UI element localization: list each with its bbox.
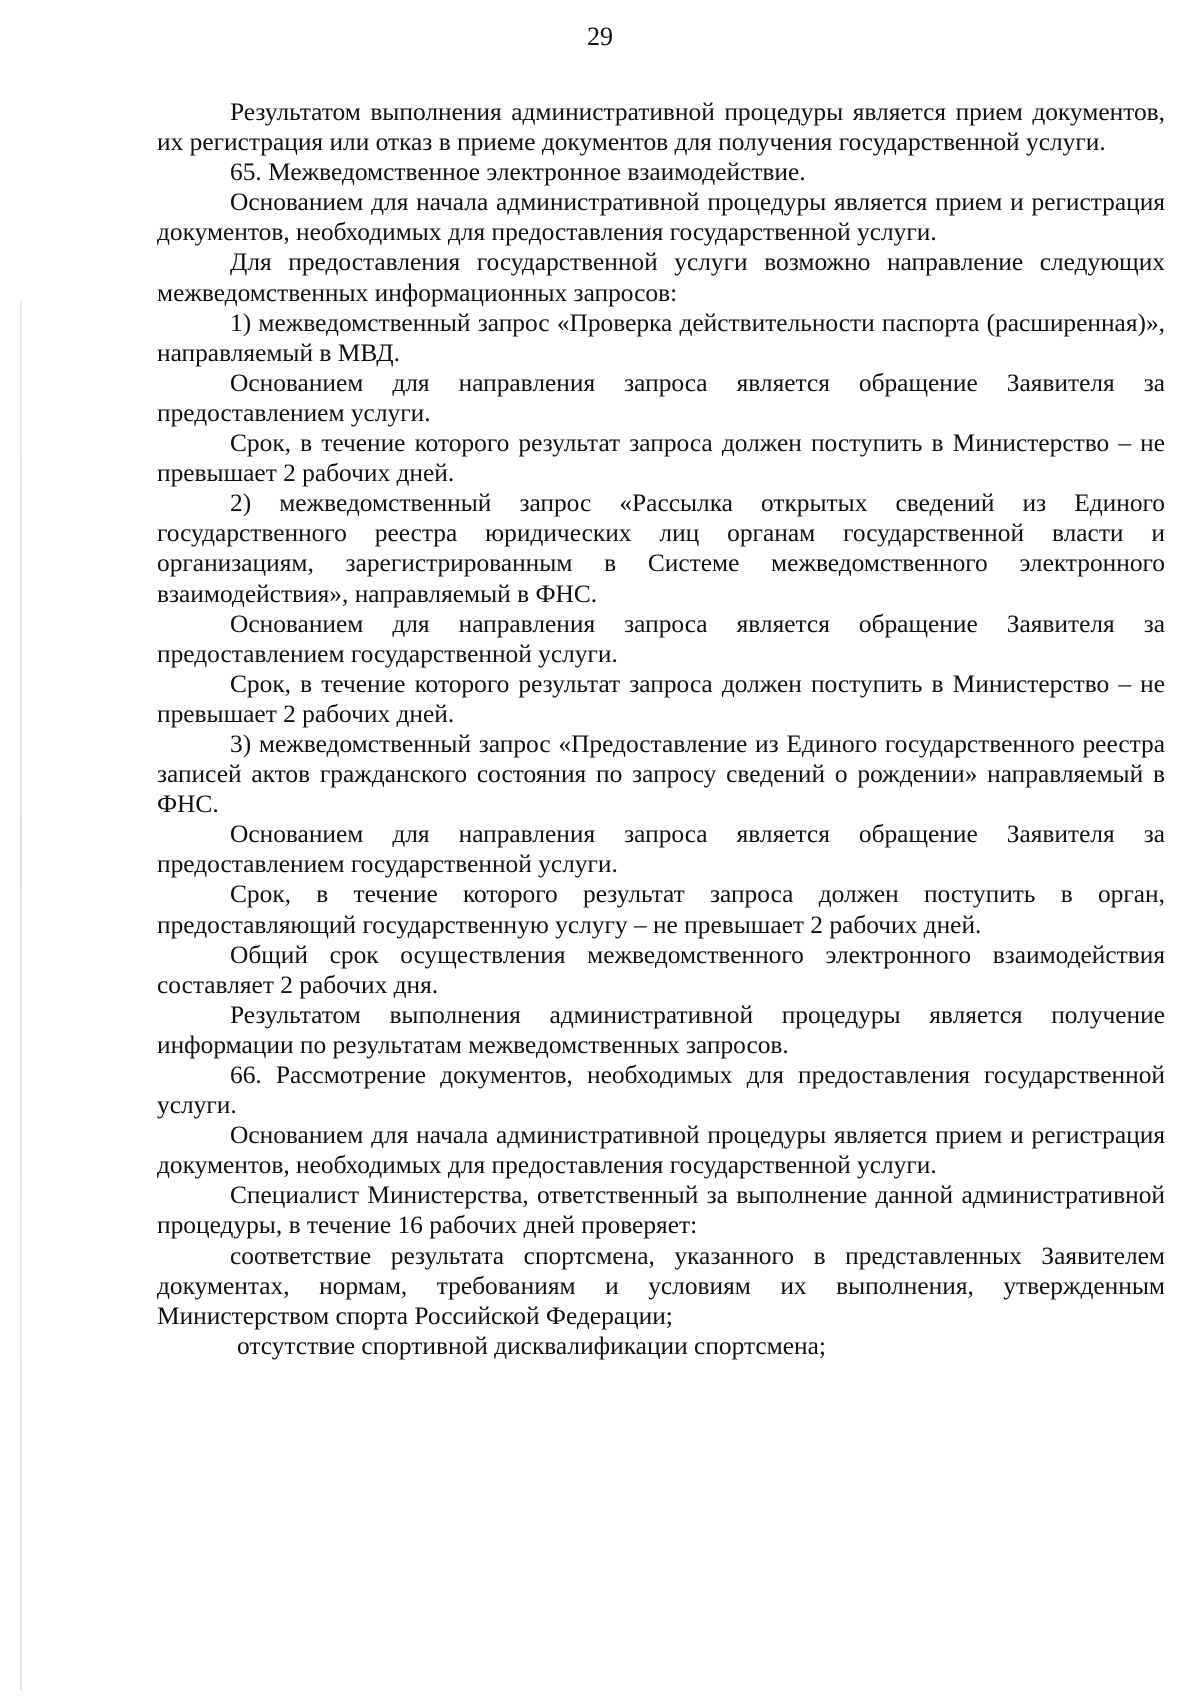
paragraph-request-3-basis: Основанием для направления запроса является обращение Заявителя за предоставлением государственной услуги. — [157, 820, 1165, 879]
page-number: 29 — [587, 22, 613, 51]
paragraph-basis-2: Основанием для начала административной процедуры является прием и регистрация документов, необходимых для предоставления государственной услуги. — [157, 1121, 1165, 1180]
section-heading-66: 66. Рассмотрение документов, необходимых для предоставления государственной услуги. — [157, 1061, 1165, 1120]
paragraph-check-result-compliance: соответствие результата спортсмена, указанного в представленных Заявителем документах, нормам, требованиям и условиям их выполнения, утвержденным Министерством спорта Российской Федерации; — [157, 1241, 1165, 1330]
section-heading-65: 65. Межведомственное электронное взаимодействие. — [230, 158, 806, 187]
paragraph-request-1-basis: Основанием для направления запроса является обращение Заявителя за предоставлением услуги. — [157, 368, 1165, 427]
scan-edge-shadow — [20, 300, 22, 1690]
paragraph-request-1-term: Срок, в течение которого результат запроса должен поступить в Министерство – не превышает 2 рабочих дней. — [157, 429, 1165, 488]
paragraph-total-term: Общий срок осуществления межведомственного электронного взаимодействия составляет 2 рабочих дня. — [157, 940, 1165, 999]
document-body — [157, 97, 1165, 1361]
paragraph-requests-intro: Для предоставления государственной услуги возможно направление следующих межведомственных информационных запросов: — [157, 248, 1165, 307]
paragraph-request-3-term: Срок, в течение которого результат запроса должен поступить в орган, предоставляющий государственную услугу – не превышает 2 рабочих дней. — [157, 880, 1165, 939]
paragraph-check-disqualification: отсутствие спортивной дисквалификации спортсмена; — [237, 1331, 826, 1360]
paragraph-specialist-checks: Специалист Министерства, ответственный за выполнение данной административной процедуры, в течение 16 рабочих дней проверяет: — [157, 1181, 1165, 1240]
paragraph-request-2-term: Срок, в течение которого результат запроса должен поступить в Министерство – не превышает 2 рабочих дней. — [157, 669, 1165, 728]
paragraph-request-2-basis: Основанием для направления запроса является обращение Заявителя за предоставлением государственной услуги. — [157, 609, 1165, 668]
paragraph-result-2: Результатом выполнения административной процедуры является получение информации по результатам межведомственных запросов. — [157, 1000, 1165, 1059]
paragraph-basis-1: Основанием для начала административной процедуры является прием и регистрация документов, необходимых для предоставления государственной услуги. — [157, 188, 1165, 247]
list-item-request-3: 3) межведомственный запрос «Предоставление из Единого государственного реестра записей актов гражданского состояния по запросу сведений о рождении» направляемый в ФНС. — [157, 729, 1165, 819]
list-item-request-1: 1) межведомственный запрос «Проверка действительности паспорта (расширенная)», направляемый в МВД. — [157, 308, 1165, 367]
paragraph-result-1: Результатом выполнения административной процедуры является прием документов, их регистрация или отказ в приеме документов для получения государственной услуги. — [157, 98, 1165, 157]
list-item-request-2: 2) межведомственный запрос «Рассылка открытых сведений из Единого государственного реестра юридических лиц органам государственной власти и организациям, зарегистрированным в Системе межведомственного электронного взаимодействия», направляемый в ФНС. — [157, 489, 1165, 608]
